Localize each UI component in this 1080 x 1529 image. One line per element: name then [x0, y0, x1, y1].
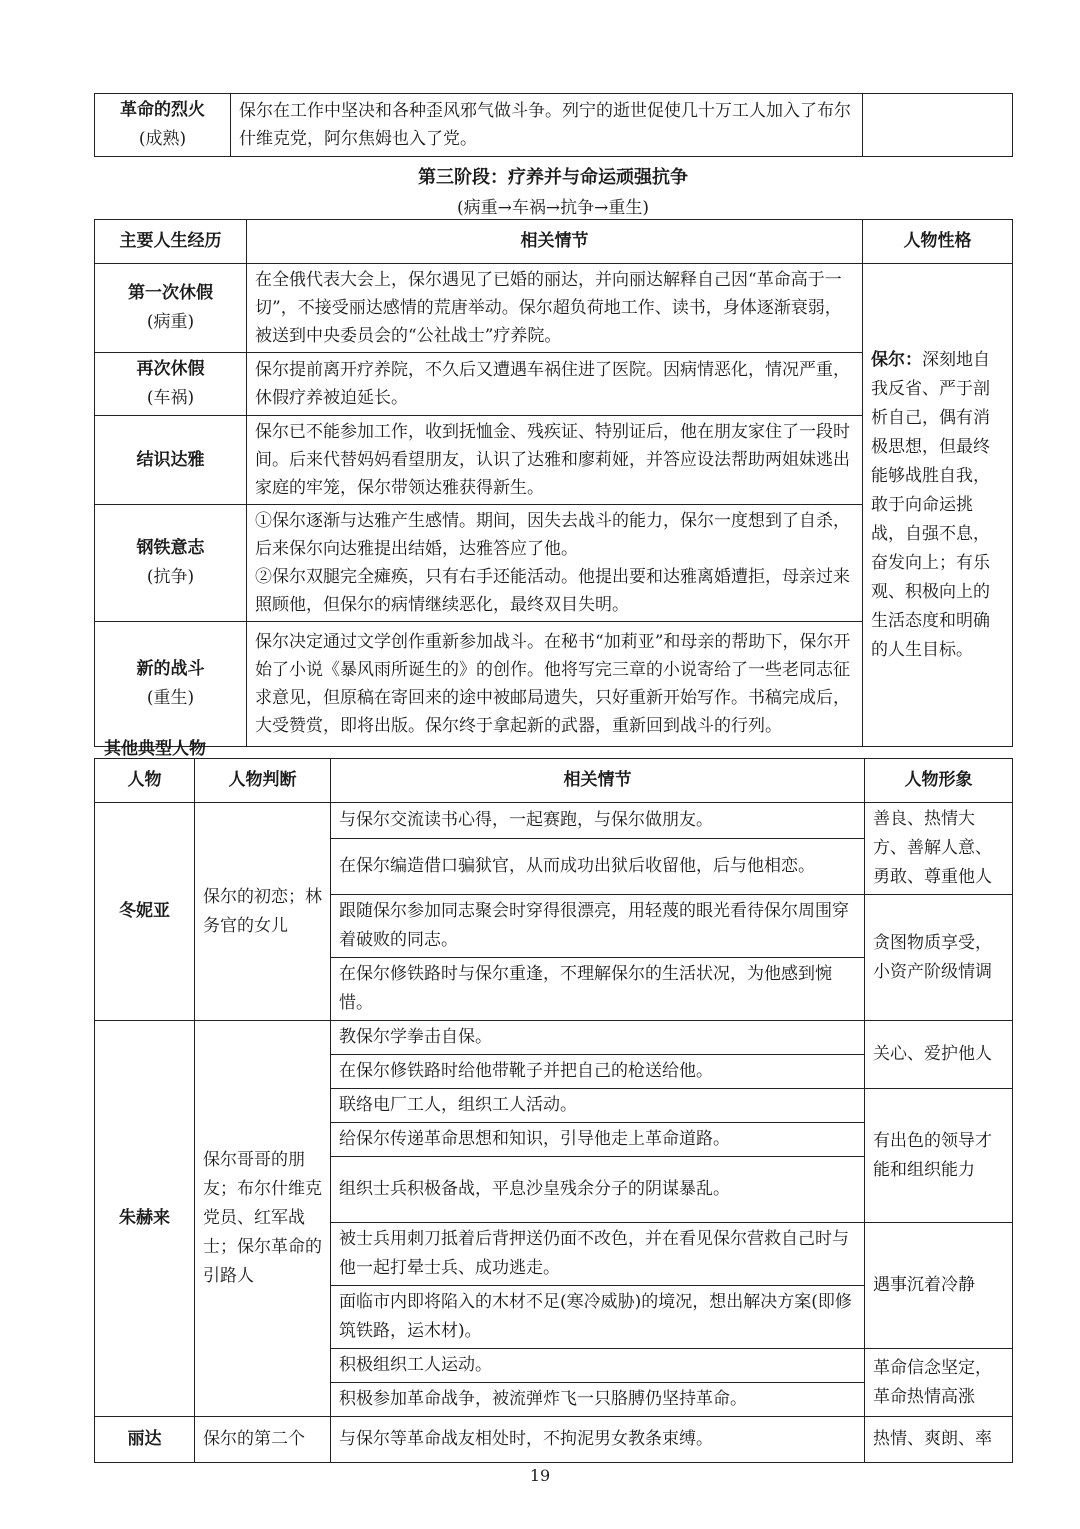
- plot-cell: 面临市内即将陷入的木材不足(寒冷威胁)的境况，想出解决方案(即修筑铁路，运木材)。: [331, 1286, 865, 1349]
- plot-part-2: ②保尔双腿完全瘫痪，只有右手还能活动。他提出要和达雅离婚遭拒，母亲过来照顾他，但保尔的病情继续恶化，最终双目失明。: [255, 567, 850, 615]
- stage-subtitle: (病重→车祸→抗争→重生): [457, 198, 649, 218]
- image-cell: 善良、热情大方、善解人意、勇敢、尊重他人: [865, 803, 1013, 895]
- plot-cell: 联络电厂工人，组织工人活动。: [331, 1089, 865, 1123]
- image-cell: 关心、爱护他人: [865, 1021, 1013, 1089]
- character-name: 丽达: [95, 1417, 195, 1463]
- header-judgment: 人物判断: [195, 759, 331, 803]
- header-character: 人物: [95, 759, 195, 803]
- header-trait: 人物性格: [863, 220, 1013, 264]
- experience-sub: (成熟): [138, 129, 187, 149]
- character-judgment: 保尔哥哥的朋友；布尔什维克党员、红军战士；保尔革命的引路人: [195, 1021, 331, 1417]
- experience-cell: [95, 94, 231, 157]
- image-cell: 革命信念坚定，革命热情高涨: [865, 1349, 1013, 1417]
- trait-label: 保尔：: [871, 349, 922, 370]
- image-cell: 有出色的领导才能和组织能力: [865, 1089, 1013, 1223]
- page-number: 19: [529, 1466, 551, 1485]
- experience-sub: (病重): [146, 312, 195, 332]
- header-experience: 主要人生经历: [95, 220, 247, 264]
- experience-label: 钢铁意志: [136, 538, 205, 558]
- plot-cell: 在保尔修铁路时给他带靴子并把自己的枪送给他。: [331, 1055, 865, 1089]
- plot-cell: 教保尔学拳击自保。: [331, 1021, 865, 1055]
- image-cell: 热情、爽朗、率: [865, 1417, 1013, 1463]
- image-cell: 遇事沉着冷静: [865, 1223, 1013, 1349]
- plot-cell: 与保尔交流读书心得，一起赛跑，与保尔做朋友。: [331, 803, 865, 839]
- section-title: 其他典型人物: [104, 739, 206, 759]
- plot-cell: 跟随保尔参加同志聚会时穿得很漂亮，用轻蔑的眼光看待保尔周围穿着破败的同志。: [331, 895, 865, 958]
- character-name: 朱赫来: [95, 1021, 195, 1417]
- table-row: [95, 264, 1013, 353]
- character-judgment: 保尔的初恋；林务官的女儿: [195, 803, 331, 1021]
- plot-cell: 组织士兵积极备战，平息沙皇残余分子的阴谋暴乱。: [331, 1157, 865, 1223]
- trait-cell: [863, 264, 1013, 747]
- others-table: [94, 758, 1013, 1463]
- header-plot: 相关情节: [247, 220, 863, 264]
- header-plot: 相关情节: [331, 759, 865, 803]
- plot-cell: 积极组织工人运动。: [331, 1349, 865, 1383]
- plot-cell: 在保尔修铁路时与保尔重逢，不理解保尔的生活状况，为他感到惋惜。: [331, 958, 865, 1021]
- character-judgment: 保尔的第二个: [195, 1417, 331, 1463]
- stage3-table: [94, 219, 1013, 747]
- image-cell: 贪图物质享受，小资产阶级情调: [865, 895, 1013, 1021]
- stage-title: 第三阶段：疗养并与命运顽强抗争: [418, 167, 688, 188]
- plot-cell: 保尔决定通过文学创作重新参加战斗。在秘书“加莉亚”和母亲的帮助下，保尔开始了小说《暴风雨所诞生的》的创作。他将写完三章的小说寄给了一些老同志征求意见，但原稿在寄回来的途中被邮局遗失，只好重新开始写作。书稿完成后，大受赞赏，即将出版。保尔终于拿起新的武器，重新回到战斗的行列。: [247, 622, 863, 747]
- table-row: [95, 94, 1013, 157]
- plot-cell: 保尔提前离开疗养院，不久后又遭遇车祸住进了医院。因病情恶化，情况严重，休假疗养被迫延长。: [247, 353, 863, 416]
- plot-part-1: ①保尔逐渐与达雅产生感情。期间，因失去战斗的能力，保尔一度想到了自杀，后来保尔向达雅提出结婚，达雅答应了他。: [255, 511, 850, 559]
- plot-cell: 给保尔传递革命思想和知识，引导他走上革命道路。: [331, 1123, 865, 1157]
- experience-cell: [95, 505, 247, 622]
- header-row: [95, 759, 1013, 803]
- plot-cell: 保尔已不能参加工作，收到抚恤金、残疾证、特别证后，他在朋友家住了一段时间。后来代替妈妈看望朋友，认识了达雅和廖莉娅，并答应设法帮助两姐妹逃出家庭的牢笼，保尔带领达雅获得新生。: [247, 416, 863, 505]
- experience-label: 结识达雅: [136, 449, 205, 470]
- plot-cell: 积极参加革命战争，被流弹炸飞一只胳膊仍坚持革命。: [331, 1383, 865, 1417]
- plot-cell: 在保尔编造借口骗狱官，从而成功出狱后收留他，后与他相恋。: [331, 838, 865, 894]
- experience-cell: [95, 416, 247, 505]
- trait-text: 深刻地自我反省、严于剖析自己，偶有消极思想，但最终能够战胜自我，敢于向命运挑战，自强不息，奋发向上；有乐观、积极向上的生活态度和明确的人生目标。: [871, 349, 990, 660]
- experience-cell: [95, 353, 247, 416]
- trait-cell: [863, 94, 1013, 157]
- experience-label: 新的战斗: [136, 659, 205, 679]
- character-name: 冬妮亚: [95, 803, 195, 1021]
- experience-sub: (重生): [146, 688, 195, 708]
- header-image: 人物形象: [865, 759, 1013, 803]
- experience-sub: (车祸): [146, 388, 195, 408]
- experience-label: 第一次休假: [128, 283, 213, 303]
- plot-cell: 保尔在工作中坚决和各种歪风邪气做斗争。列宁的逝世促使几十万工人加入了布尔什维克党，阿尔焦姆也入了党。: [231, 94, 863, 157]
- plot-cell: 在全俄代表大会上，保尔遇见了已婚的丽达，并向丽达解释自己因“革命高于一切”，不接受丽达感情的荒唐举动。保尔超负荷地工作、读书，身体逐渐衰弱，被送到中央委员会的“公社战士”疗养院。: [247, 264, 863, 353]
- table-row: [95, 803, 1013, 839]
- plot-cell: [247, 505, 863, 622]
- experience-label: 革命的烈火: [120, 100, 205, 120]
- top-partial-table: [94, 93, 1013, 157]
- experience-cell: [95, 622, 247, 747]
- plot-cell: 与保尔等革命战友相处时，不拘泥男女教条束缚。: [331, 1417, 865, 1463]
- experience-cell: [95, 264, 247, 353]
- experience-sub: (抗争): [146, 567, 195, 587]
- experience-label: 再次休假: [136, 359, 205, 379]
- table-row: [95, 1021, 1013, 1055]
- table-row: [95, 1417, 1013, 1463]
- header-row: [95, 220, 1013, 264]
- plot-cell: 被士兵用刺刀抵着后背押送仍面不改色，并在看见保尔营救自己时与他一起打晕士兵、成功逃走。: [331, 1223, 865, 1286]
